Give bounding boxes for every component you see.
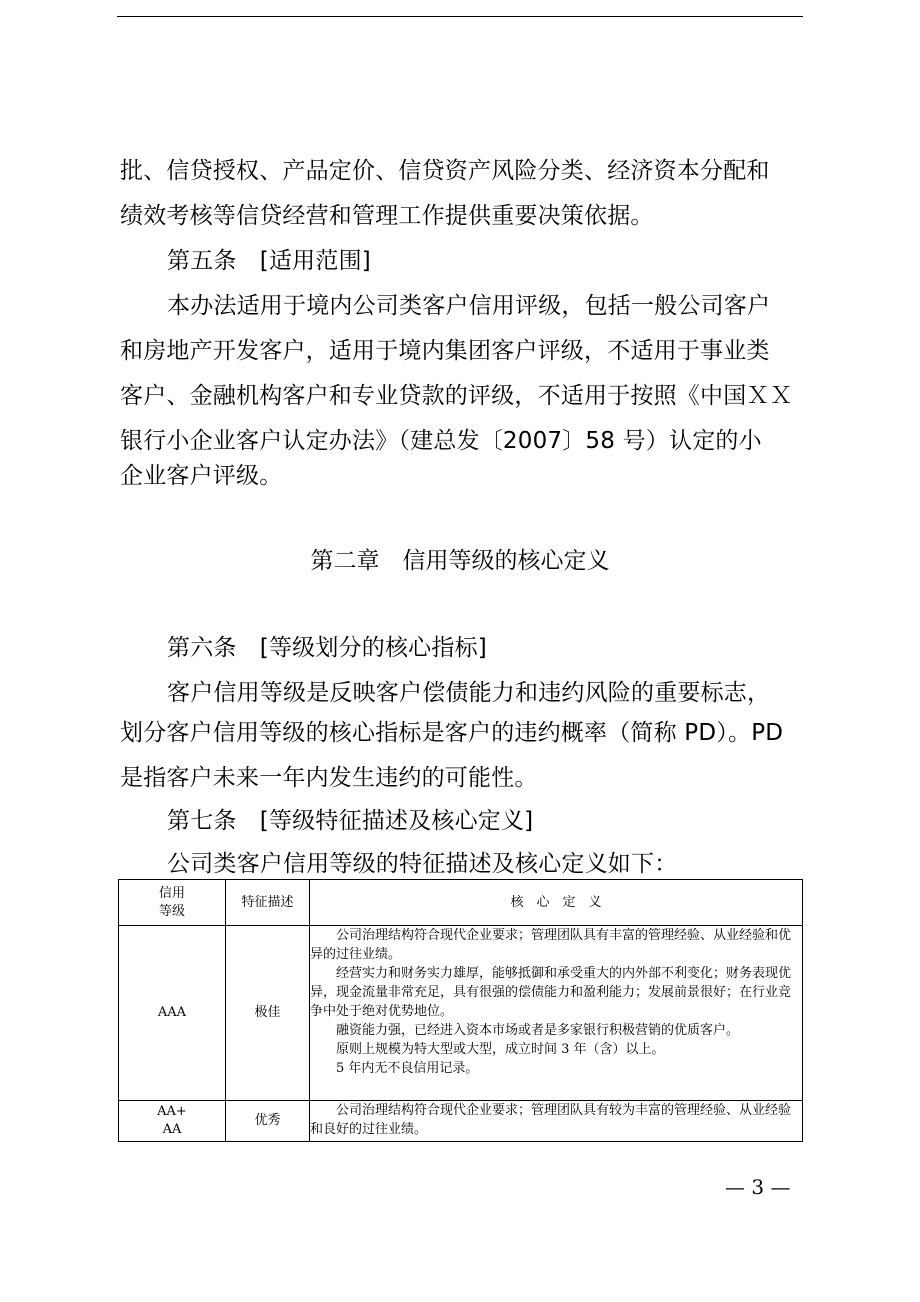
body-line: 本办法适用于境内公司类客户信用评级，包括一般公司客户 — [167, 293, 771, 319]
body-line: 和房地产开发客户，适用于境内集团客户评级，不适用于事业类 — [120, 338, 770, 364]
header-rule — [117, 16, 803, 17]
definition-paragraph: 公司治理结构符合现代企业要求；管理团队具有较为丰富的管理经验、从业经验和良好的过往业绩。 — [310, 1103, 792, 1137]
table-row — [119, 926, 803, 1101]
body-line: 批、信贷授权、产品定价、信贷资产风险分类、经济资本分配和 — [120, 158, 770, 184]
header-grade-line1: 信用 — [158, 885, 185, 901]
definition-paragraph: 原则上规模为特大型或大型，成立时间 3 年（含）以上。 — [336, 1042, 665, 1057]
header-definition: 核 心 定 义 — [310, 880, 803, 926]
credit-grade-table — [118, 879, 803, 1142]
body-line: 公司类客户信用等级的特征描述及核心定义如下： — [167, 851, 678, 877]
body-line: 是指客户未来一年内发生违约的可能性。 — [120, 765, 538, 791]
grade-label: AA+ — [157, 1104, 187, 1119]
article-5-heading: 第五条 [适用范围] — [167, 248, 371, 274]
body-line: 银行小企业客户认定办法》（建总发〔2007〕58 号）认定的小 — [120, 428, 762, 454]
trait-cell: 优秀 — [226, 1101, 310, 1142]
article-6-heading: 第六条 [等级划分的核心指标] — [167, 635, 487, 661]
chapter-2-title: 第二章 信用等级的核心定义 — [310, 548, 610, 574]
definition-paragraph: 公司治理结构符合现代企业要求；管理团队具有丰富的管理经验、从业经验和优异的过往业绩。 — [310, 928, 792, 962]
trait-cell: 极佳 — [226, 926, 310, 1101]
body-line: 客户、金融机构客户和专业贷款的评级，不适用于按照《中国ＸＸ — [120, 383, 793, 409]
table-header-row — [119, 880, 803, 926]
table-row — [119, 1101, 803, 1142]
definition-paragraph: 融资能力强，已经进入资本市场或者是多家银行积极营销的优质客户。 — [336, 1023, 740, 1038]
page-number: — 3 — — [725, 1175, 791, 1199]
body-line: 绩效考核等信贷经营和管理工作提供重要决策依据。 — [120, 203, 654, 229]
header-grade — [119, 880, 226, 926]
body-line: 客户信用等级是反映客户偿债能力和违约风险的重要标志， — [167, 680, 771, 706]
definition-paragraph: 经营实力和财务实力雄厚，能够抵御和承受重大的内外部不利变化；财务表现优异，现金流量非常充足，具有很强的偿债能力和盈利能力；发展前景很好；在行业竞争中处于绝对优势地位。 — [310, 966, 792, 1019]
header-trait: 特征描述 — [226, 880, 310, 926]
header-grade-line2: 等级 — [158, 903, 185, 919]
definition-paragraph: 5 年内无不良信用记录。 — [336, 1061, 479, 1076]
definition-cell — [310, 926, 803, 1101]
grade-label: AA — [162, 1122, 182, 1137]
grade-cell — [119, 1101, 226, 1142]
body-line: 企业客户评级。 — [120, 463, 283, 489]
article-7-heading: 第七条 [等级特征描述及核心定义] — [167, 808, 534, 834]
body-line: 划分客户信用等级的核心指标是客户的违约概率（简称 PD）。PD — [120, 720, 784, 746]
definition-cell — [310, 1101, 803, 1142]
grade-cell — [119, 926, 226, 1101]
grade-label: AAA — [157, 1005, 187, 1020]
